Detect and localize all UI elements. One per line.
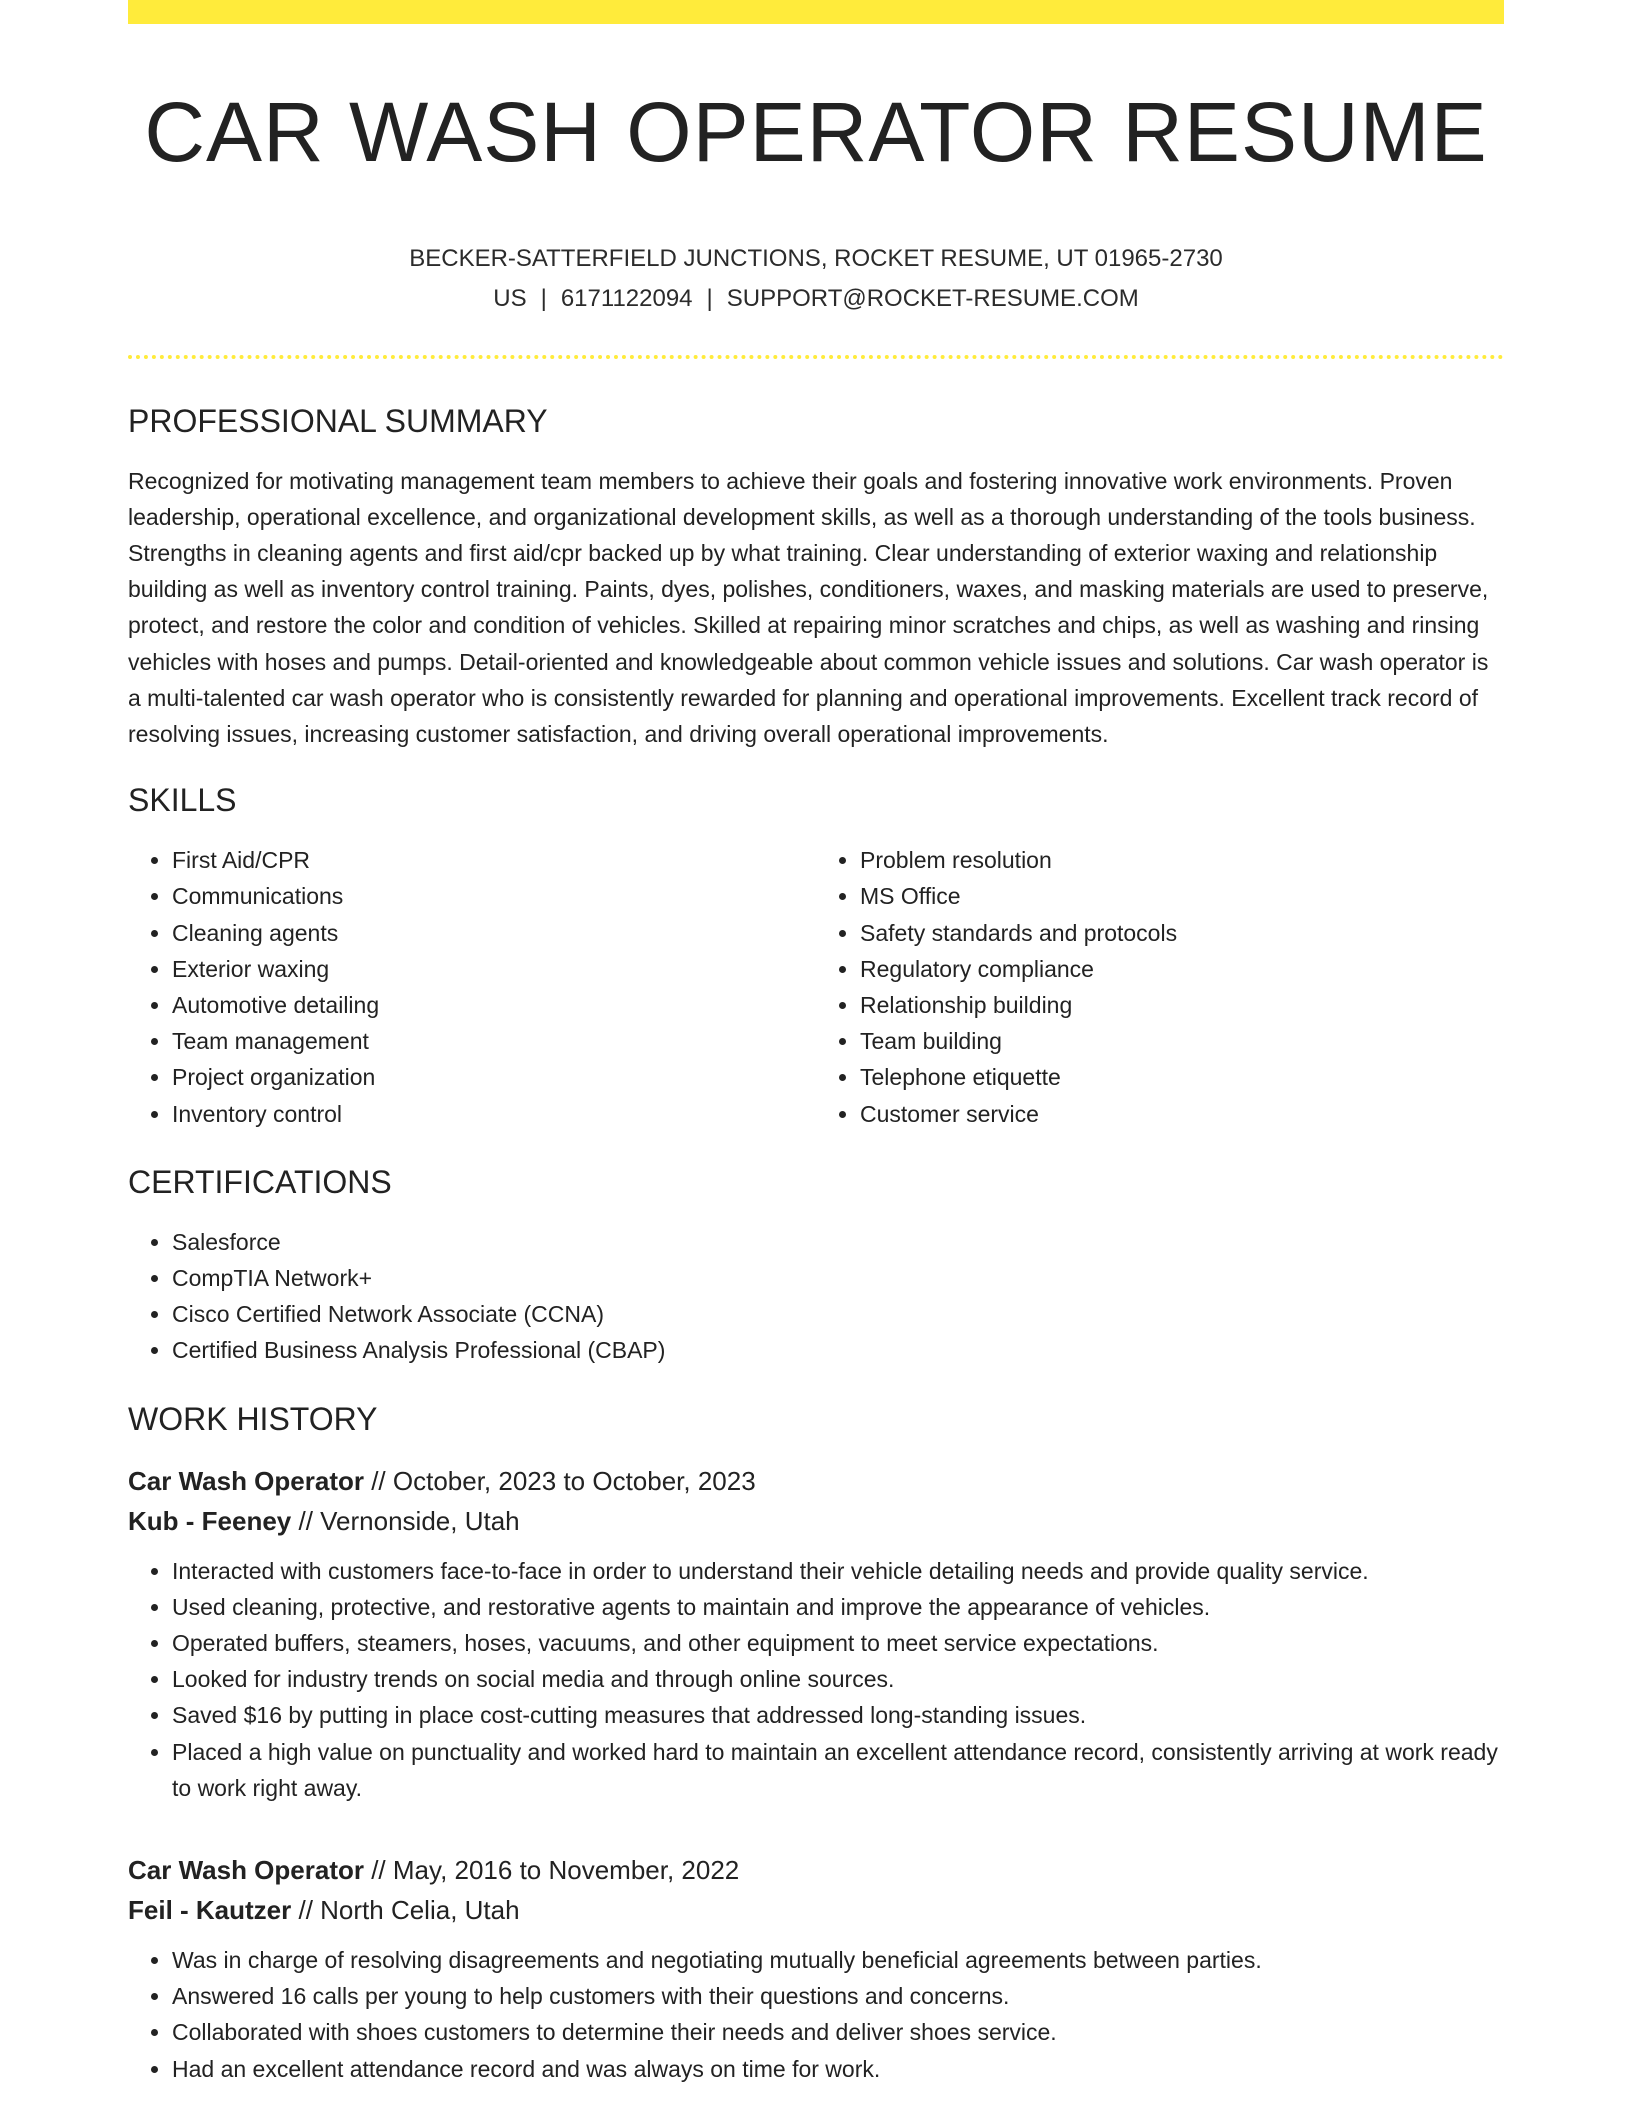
skills-heading: SKILLS	[128, 782, 237, 819]
job-company: Feil - Kautzer	[128, 1895, 292, 1926]
job-entry	[128, 1850, 1504, 2087]
skill-item: • Team management	[172, 1023, 816, 1059]
skill-item: • First Aid/CPR	[172, 842, 816, 878]
job-company-line	[128, 1890, 1504, 1930]
certifications-section	[128, 1162, 1504, 1369]
accent-bar	[128, 0, 1504, 24]
skill-item: • Problem resolution	[860, 842, 1504, 878]
skills-list-left	[128, 842, 816, 1132]
skills-columns	[128, 842, 1504, 1132]
certification-item: • Salesforce	[172, 1224, 1504, 1260]
page-title: CAR WASH OPERATOR RESUME	[144, 85, 1488, 179]
job-company: Kub - Feeney	[128, 1505, 292, 1536]
summary-text: Recognized for motivating management team members to achieve their goals and fostering innovative work environments. Proven leadership, operational excellence, and organizational development skills, as well as a thorough understanding of the tools business. Strengths in cleaning agents and first aid/cpr backed up by what training. Clear understanding of exterior waxing and relationship building as well as inventory control training. Paints, dyes, polishes, conditioners, waxes, and masking materials are used to preserve, protect, and restore the color and condition of vehicles. Skilled at repairing minor scratches and chips, as well as washing and rinsing vehicles with hoses and pumps. Detail-oriented and knowledgeable about common vehicle issues and solutions. Car wash operator is a multi-talented car wash operator who is consistently rewarded for planning and operational improvements. Excellent track record of resolving issues, increasing customer satisfaction, and driving overall operational improvements.	[128, 467, 1489, 748]
job-bullet: • Answered 16 calls per young to help customers with their questions and concerns.	[172, 1978, 1504, 2014]
skill-item: • Team building	[860, 1023, 1504, 1059]
contact-info	[128, 239, 1504, 319]
skills-section	[128, 780, 1504, 1132]
job-bullet: • Saved $16 by putting in place cost-cutting measures that addressed long-standing issues.	[172, 1697, 1504, 1733]
dotted-divider	[128, 355, 1504, 359]
skill-item: • Customer service	[860, 1096, 1504, 1132]
job-entry	[128, 1461, 1504, 1806]
contact-phone: 6171122094	[560, 284, 693, 312]
job-bullet: • Placed a high value on punctuality and worked hard to maintain an excellent attendance record, consistently arriving at work ready to work right away.	[172, 1734, 1504, 1806]
job-title-line	[128, 1850, 1504, 1890]
job-title-line	[128, 1461, 1504, 1501]
skill-item: • MS Office	[860, 878, 1504, 914]
job-bullet: • Interacted with customers face-to-face in order to understand their vehicle detailing needs and provide quality service.	[172, 1553, 1504, 1589]
work-history-section	[128, 1399, 1504, 2087]
job-bullet: • Was in charge of resolving disagreements and negotiating mutually beneficial agreements between parties.	[172, 1942, 1504, 1978]
job-location: // North Celia, Utah	[291, 1895, 520, 1926]
job-bullet: • Used cleaning, protective, and restorative agents to maintain and improve the appearance of vehicles.	[172, 1589, 1504, 1625]
contact-email: SUPPORT@ROCKET-RESUME.COM	[726, 284, 1139, 312]
job-title: Car Wash Operator	[128, 1465, 364, 1496]
job-bullets	[128, 1942, 1504, 2087]
job-bullet: • Operated buffers, steamers, hoses, vacuums, and other equipment to meet service expectations.	[172, 1625, 1504, 1661]
skill-item: • Regulatory compliance	[860, 951, 1504, 987]
skill-item: • Cleaning agents	[172, 915, 816, 951]
skill-item: • Automotive detailing	[172, 987, 816, 1023]
certification-item: • CompTIA Network+	[172, 1260, 1504, 1296]
certifications-list	[128, 1224, 1504, 1369]
job-bullets	[128, 1553, 1504, 1806]
skill-item: • Exterior waxing	[172, 951, 816, 987]
contact-address: BECKER-SATTERFIELD JUNCTIONS, ROCKET RESUME, UT 01965-2730 US	[409, 244, 1223, 312]
job-bullet: • Had an excellent attendance record and was always on time for work.	[172, 2051, 1504, 2087]
certifications-heading: CERTIFICATIONS	[128, 1163, 392, 1200]
skill-item: • Relationship building	[860, 987, 1504, 1023]
resume-page	[128, 0, 1504, 2087]
work-history-heading: WORK HISTORY	[128, 1400, 378, 1437]
job-title: Car Wash Operator	[128, 1855, 364, 1886]
job-bullet: • Looked for industry trends on social media and through online sources.	[172, 1661, 1504, 1697]
skills-list-right	[816, 842, 1504, 1132]
job-location: // Vernonside, Utah	[291, 1505, 520, 1536]
job-dates: // October, 2023 to October, 2023	[363, 1465, 756, 1496]
job-company-line	[128, 1501, 1504, 1541]
job-bullet: • Collaborated with shoes customers to determine their needs and deliver shoes service.	[172, 2014, 1504, 2050]
certification-item: • Certified Business Analysis Professional (CBAP)	[172, 1332, 1504, 1368]
certification-item: • Cisco Certified Network Associate (CCNA)	[172, 1296, 1504, 1332]
job-dates: // May, 2016 to November, 2022	[363, 1855, 740, 1886]
summary-heading: PROFESSIONAL SUMMARY	[128, 402, 548, 439]
skill-item: • Communications	[172, 878, 816, 914]
skill-item: • Telephone etiquette	[860, 1059, 1504, 1095]
contact-separator: |	[706, 284, 713, 312]
summary-section	[128, 401, 1504, 753]
skill-item: • Project organization	[172, 1059, 816, 1095]
skill-item: • Inventory control	[172, 1096, 816, 1132]
contact-separator: |	[540, 284, 547, 312]
skill-item: • Safety standards and protocols	[860, 915, 1504, 951]
